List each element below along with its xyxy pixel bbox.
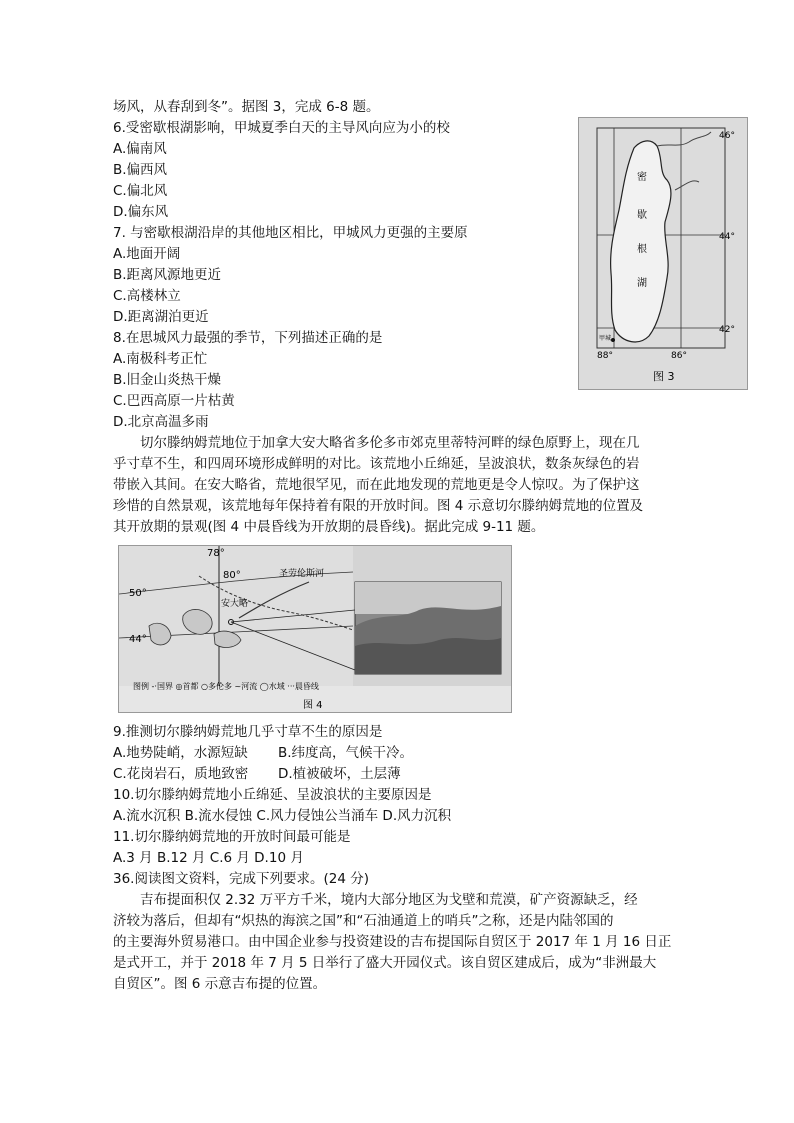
lat-label: 44° [129, 634, 147, 645]
lake-char: 歇 [637, 210, 647, 221]
lat-label: 44° [719, 232, 735, 242]
option-7b: B.距离风源地更近 [113, 267, 222, 283]
option-6d: D.偏东风 [113, 204, 169, 220]
option-9c: C.花岗岩石，质地致密 [113, 766, 249, 782]
options-10: A.流水沉积 B.流水侵蚀 C.风力侵蚀公当涌车 D.风力沉积 [113, 808, 452, 824]
lon-label: 86° [671, 351, 687, 361]
city-label: 甲城 [599, 335, 612, 342]
lon-label: 78° [207, 548, 225, 559]
lat-label: 46° [719, 131, 735, 141]
option-8b: B.旧金山炎热干燥 [113, 372, 222, 388]
passage-line: 是式开工，并于 2018 年 7 月 5 日举行了盛大开园仪式。该自贸区建成后，成为“非洲最大 [113, 955, 657, 971]
passage-line: 切尔滕纳姆荒地位于加拿大安大略省多伦多市郊克里蒂特河畔的绿色原野上，现在几 [140, 435, 640, 451]
passage-line: 吉布提面积仅 2.32 万平方千米，境内大部分地区为戈壁和荒漠，矿产资源缺乏，经 [140, 892, 638, 908]
option-7a: A.地面开阔 [113, 246, 181, 262]
option-9d: D.植被破坏，土层薄 [278, 766, 401, 782]
figure-4-map [118, 545, 512, 713]
option-9a: A.地势陡峭，水源短缺 [113, 745, 248, 761]
lake-char: 根 [637, 244, 647, 255]
passage-line: 济较为落后，但却有“炽热的海滨之国”和“石油通道上的哨兵”之称，还是内陆邻国的 [113, 913, 614, 929]
text-line: 场风，从春刮到冬”。据图 3，完成 6-8 题。 [113, 99, 380, 115]
lake-label: 安大略 [221, 599, 249, 609]
option-6a: A.偏南风 [113, 141, 167, 157]
option-8a: A.南极科考正忙 [113, 351, 208, 367]
lake-char: 湖 [637, 278, 647, 289]
passage-line: 的主要海外贸易港口。由中国企业参与投资建设的吉布提国际自贸区于 2017 年 1 月 16 日正 [113, 934, 672, 950]
lake-char: 密 [637, 172, 647, 183]
option-6c: C.偏北风 [113, 183, 168, 199]
option-6b: B.偏西风 [113, 162, 168, 178]
lon-label: 80° [223, 570, 241, 581]
question-6: 6.受密歇根湖影响，甲城夏季白天的主导风向应为小的校 [113, 120, 450, 136]
question-36: 36.阅读图文资料，完成下列要求。(24 分) [113, 871, 369, 887]
passage-line: 乎寸草不生，和四周环境形成鲜明的对比。该荒地小丘绵延，呈波浪状，数条灰绿色的岩 [113, 456, 640, 472]
option-8c: C.巴西高原一片枯黄 [113, 393, 235, 409]
lat-label: 50° [129, 588, 147, 599]
passage-line: 自贸区”。图 6 示意吉布提的位置。 [113, 976, 327, 992]
figure-caption: 图 4 [303, 700, 323, 711]
passage-line: 带嵌入其间。在安大略省，荒地很罕见，而在此地发现的荒地更是令人惊叹。为了保护这 [113, 477, 640, 493]
river-label: 圣劳伦斯河 [279, 569, 325, 579]
options-11: A.3 月 B.12 月 C.6 月 D.10 月 [113, 850, 304, 866]
option-9b: B.纬度高，气候干冷。 [278, 745, 414, 761]
passage-line: 其开放期的景观(图 4 中晨昏线为开放期的晨昏线)。据此完成 9-11 题。 [113, 519, 545, 535]
question-8: 8.在思城风力最强的季节，下列描述正确的是 [113, 330, 383, 346]
lon-label: 88° [597, 351, 613, 361]
legend: 图例 -·国界 ◎首都 ○多伦多 ~河流 ◯水域 ···晨昏线 [133, 682, 319, 691]
option-8d: D.北京高温多雨 [113, 414, 209, 430]
option-7d: D.距离湖泊更近 [113, 309, 209, 325]
figure-caption: 图 3 [653, 370, 675, 383]
question-7: 7. 与密歇根湖沿岸的其他地区相比，甲城风力更强的主要原 [113, 225, 468, 241]
lat-label: 42° [719, 325, 735, 335]
question-9: 9.推测切尔滕纳姆荒地几乎寸草不生的原因是 [113, 724, 383, 740]
passage-line: 珍惜的自然景观，该荒地每年保持着有限的开放时间。图 4 示意切尔滕纳姆荒地的位置及 [113, 498, 644, 514]
option-7c: C.高楼林立 [113, 288, 181, 304]
question-10: 10.切尔滕纳姆荒地小丘绵延、呈波浪状的主要原因是 [113, 787, 432, 803]
question-11: 11.切尔滕纳姆荒地的开放时间最可能是 [113, 829, 351, 845]
figure-3-map [578, 117, 748, 390]
